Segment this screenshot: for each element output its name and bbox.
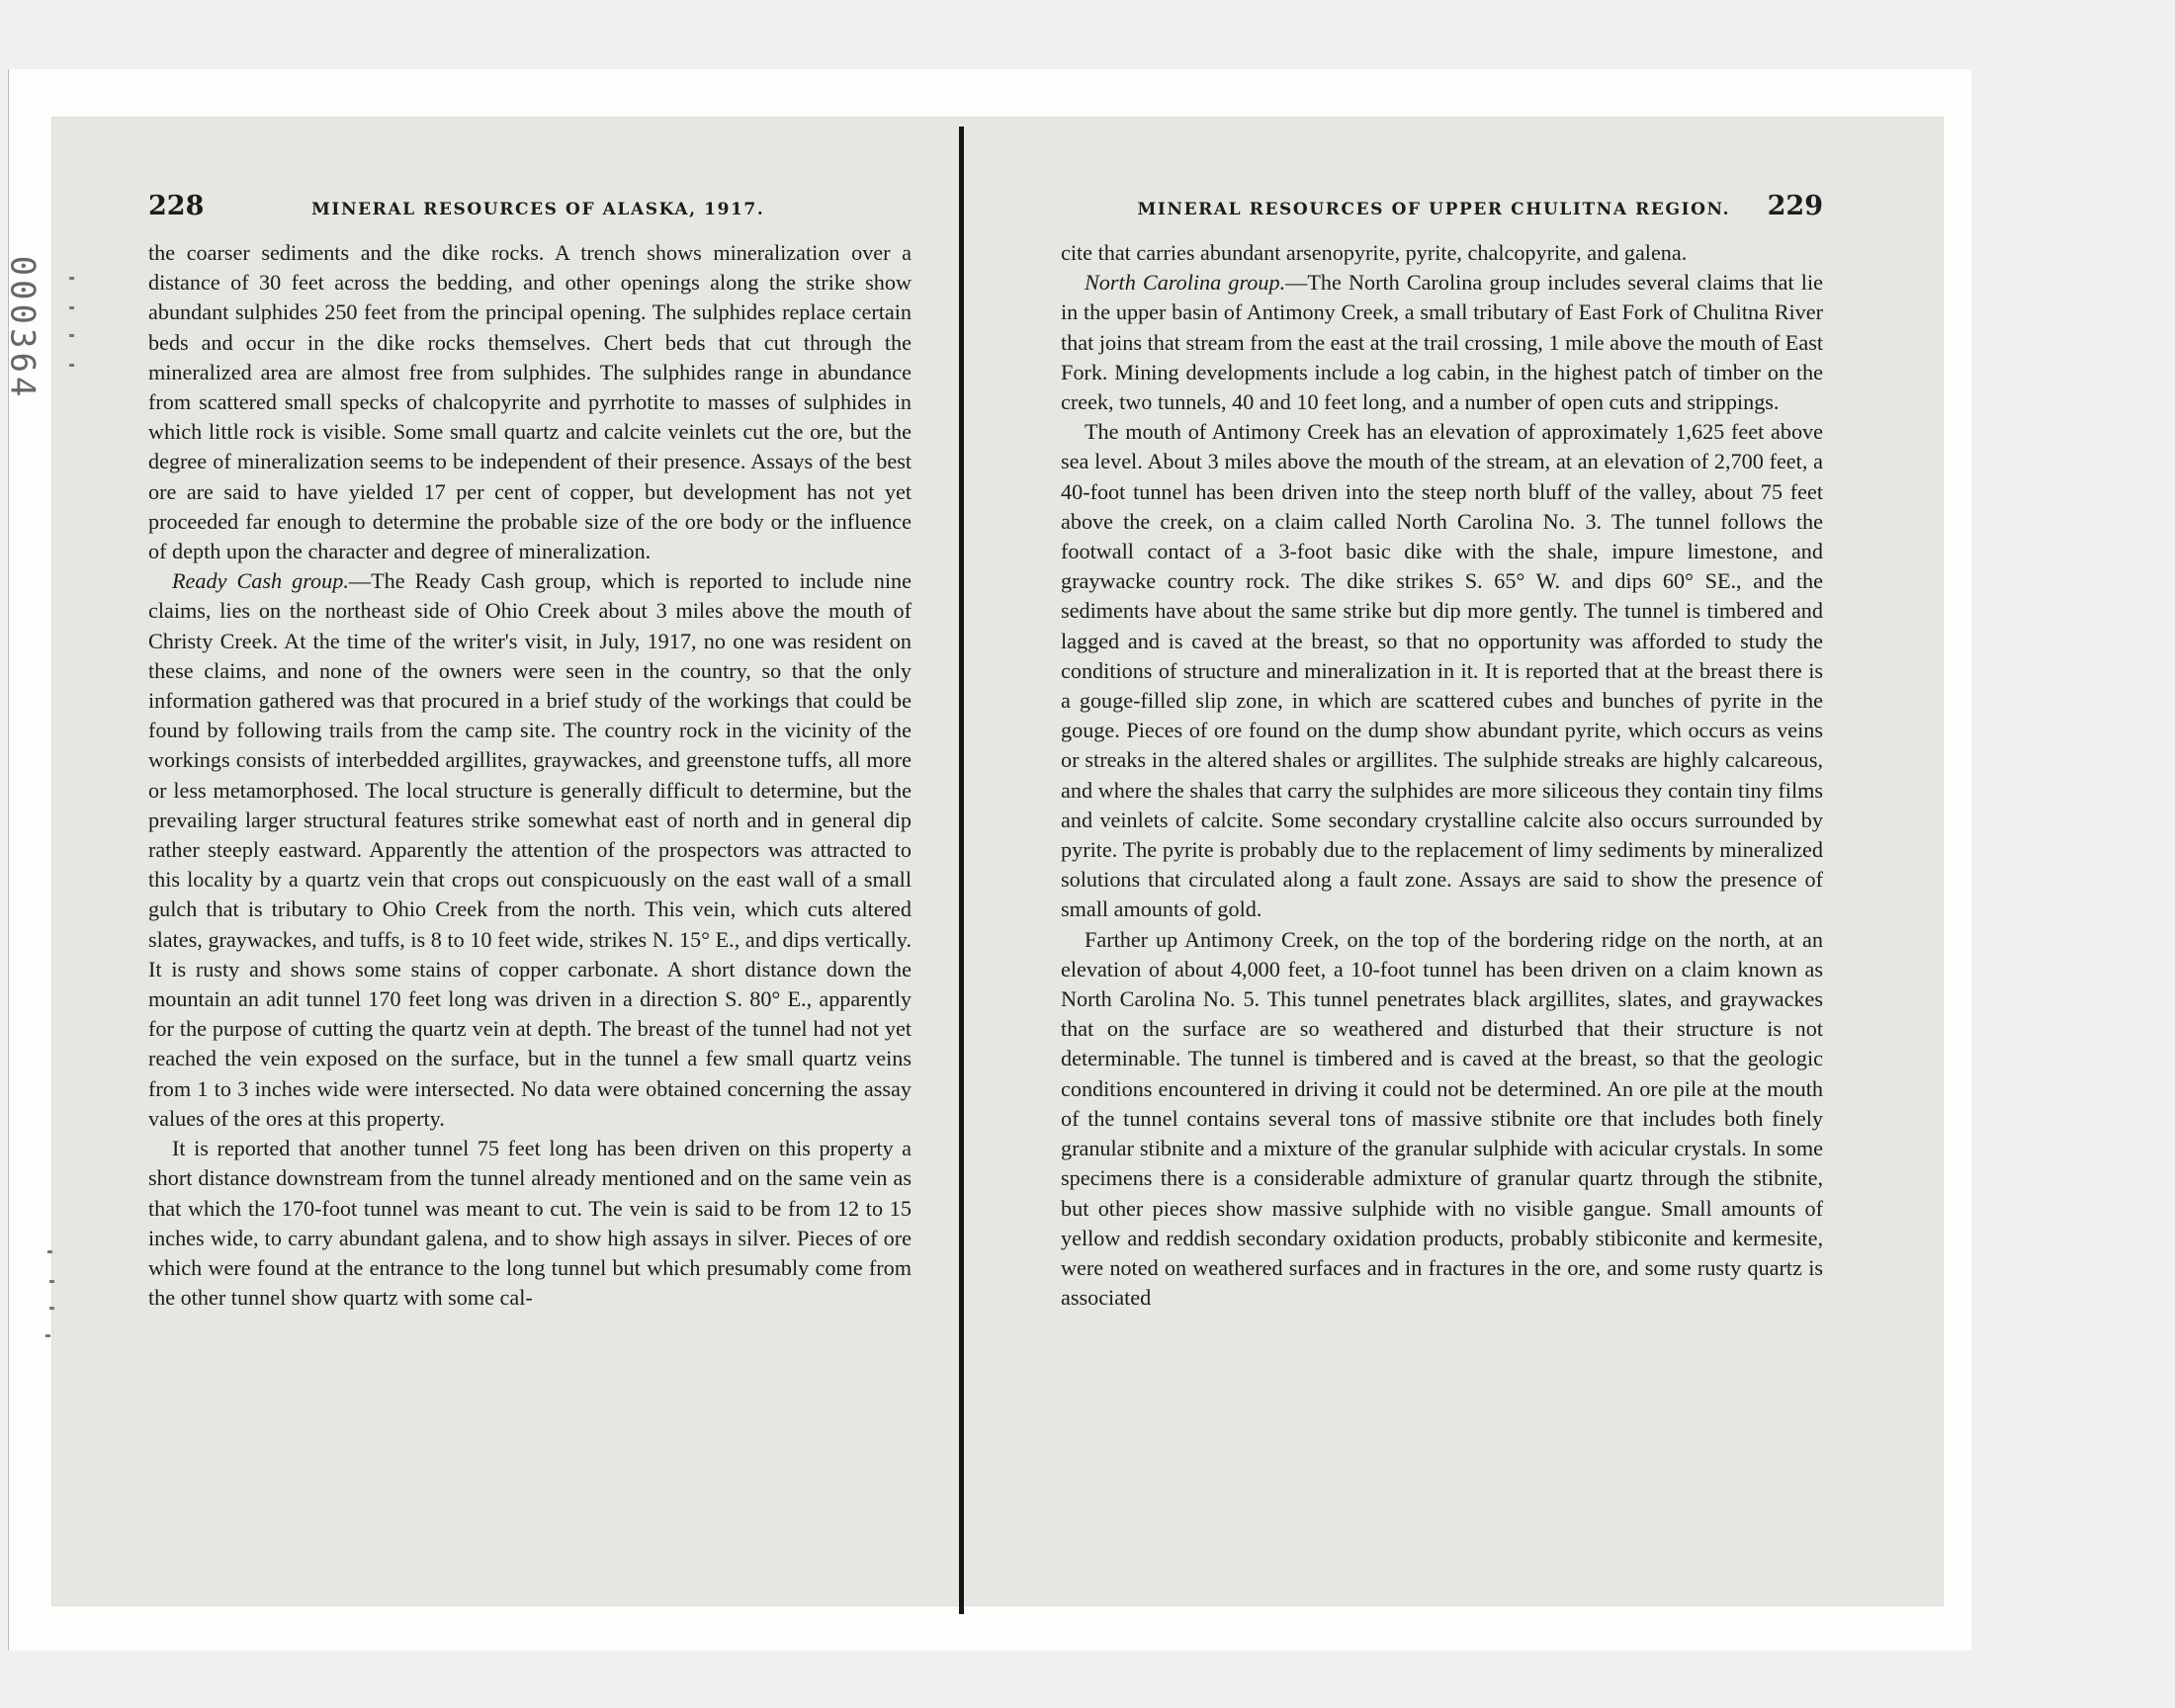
scan-speck bbox=[69, 364, 74, 367]
right-page bbox=[1061, 191, 1823, 1313]
right-running-head bbox=[1061, 191, 1823, 238]
paragraph bbox=[1061, 417, 1823, 924]
paragraph bbox=[148, 1134, 912, 1313]
book-gutter bbox=[959, 127, 964, 1614]
scan-speck bbox=[49, 1280, 54, 1283]
left-page bbox=[148, 191, 912, 1313]
running-head-title: MINERAL RESOURCES OF ALASKA, 1917. bbox=[310, 200, 765, 219]
paragraph bbox=[1061, 268, 1823, 417]
section-run-in-heading: Ready Cash group. bbox=[172, 568, 349, 594]
scan-speck bbox=[69, 334, 74, 337]
paragraph bbox=[1061, 238, 1823, 268]
scan-speck bbox=[47, 1250, 52, 1253]
stamp-number: 000364 bbox=[2, 255, 43, 401]
paragraph-text: The mouth of Antimony Creek has an elevation of approximately 1,625 feet above sea level. About 3 miles above the mouth of the stream, at an elevation of 2,700 feet, a 40-foot tunnel has been driven into the steep north bluff of the valley, about 75 feet above the creek, on a claim called North Carolina No. 3. The tunnel follows the footwall contact of a 3-foot basic dike with the shale, impure limestone, and graywacke country rock. The dike strikes S. 65° W. and dips 60° SE., and the sediments have about the same strike but dip more gently. The tunnel is timbered and lagged and is caved at the breast, so that no opportunity was afforded to study the conditions of structure and mineralization in it. It is reported that at the breast there is a gouge-filled slip zone, in which are scattered cubes and bunches of pyrite in the gouge. Pieces of ore found on the dump show abundant pyrite, which occurs as veins or streaks in the altered shales or argillites. The sulphide streaks are highly calcareous, and where the shales that carry the sulphides are more siliceous they contain tiny films and veinlets of calcite. Some secondary crystalline calcite also occurs surrounded by pyrite. The pyrite is probably due to the replacement of limy sediments by mineralized solutions that circulated along a fault zone. Assays are said to show the presence of small amounts of gold. bbox=[1061, 419, 1823, 922]
paragraph bbox=[148, 238, 912, 566]
paragraph-text: —The North Carolina group includes several claims that lie in the upper basin of Antimony Creek, a small tributary of East Fork of Chulitna River that joins that stream from the east at the trail crossing, 1 mile above the mouth of East Fork. Mining developments include a log cabin, in the highest patch of timber on the creek, two tunnels, 40 and 10 feet long, and a number of open cuts and strippings. bbox=[1061, 270, 1823, 415]
left-running-head bbox=[148, 191, 912, 238]
running-head-title: MINERAL RESOURCES OF UPPER CHULITNA REGION. bbox=[1137, 200, 1731, 219]
page-number: 228 bbox=[148, 191, 205, 221]
paragraph-text: —The Ready Cash group, which is reported to include nine claims, lies on the northeast side of Ohio Creek about 3 miles above the mouth of Christy Creek. At the time of the writer's visit, in July, 1917, no one was resident on these claims, and none of the owners were seen in the country, so that the only information gathered was that procured in a brief study of the workings that could be found by following trails from the camp site. The country rock in the vicinity of the workings consists of interbedded argillites, graywackes, and greenstone tuffs, all more or less metamorphosed. The local structure is generally difficult to determine, but the prevailing larger structural features strike somewhat east of north and in general dip rather steeply eastward. Apparently the attention of the prospectors was attracted to this locality by a quartz vein that crops out conspicuously on the east wall of a small gulch that is tributary to Ohio Creek from the north. This vein, which cuts altered slates, graywackes, and tuffs, is 8 to 10 feet wide, strikes N. 15° E., and dips vertically. It is rusty and shows some stains of copper carbonate. A short distance down the mountain an adit tunnel 170 feet long was driven in a direction S. 80° E., apparently for the purpose of cutting the quartz vein at depth. The breast of the tunnel had not yet reached the vein exposed on the surface, but in the tunnel a few small quartz veins from 1 to 3 inches wide were intersected. No data were obtained concerning the assay values of the ores at this property. bbox=[148, 568, 912, 1131]
archive-stamp bbox=[2, 229, 43, 427]
paragraph bbox=[1061, 925, 1823, 1314]
paragraph bbox=[148, 566, 912, 1134]
scan-speck bbox=[45, 1334, 50, 1337]
paragraph-text: Farther up Antimony Creek, on the top of the bordering ridge on the north, at an elevation of about 4,000 feet, a 10-foot tunnel has been driven on a claim known as North Carolina No. 5. This tunnel penetrates black argillites, slates, and graywackes that on the surface are so weathered and disturbed that their structure is not determinable. The tunnel is timbered and is caved at the breast, so that the geologic conditions encountered in driving it could not be determined. An ore pile at the mouth of the tunnel contains several tons of massive stibnite ore that includes both finely granular stibnite and a mixture of the granular sulphide with acicular crystals. In some specimens there is a considerable admixture of granular quartz through the stibnite, but other pieces show massive sulphide with no visible gangue. Small amounts of yellow and reddish secondary oxidation products, probably stibiconite and kermesite, were noted on weathered surfaces and in fractures in the ore, and some rusty quartz is associated bbox=[1061, 926, 1823, 1311]
paragraph-text: the coarser sediments and the dike rocks. A trench shows mineralization over a distance of 30 feet across the bedding, and other openings along the strike show abundant sulphides 250 feet from the principal opening. The sulphides replace certain beds and occur in the dike rocks themselves. Chert beds that cut through the mineralized area are almost free from sulphides. The sulphides range in abundance from scattered small specks of chalcopyrite and pyrrhotite to masses of sulphides in which little rock is visible. Some small quartz and calcite veinlets cut the ore, but the degree of mineralization seems to be independent of their presence. Assays of the best ore are said to have yielded 17 per cent of copper, but development has not yet proceeded far enough to determine the probable size of the ore body or the influence of depth upon the character and degree of mineralization. bbox=[148, 240, 912, 564]
page-number: 229 bbox=[1767, 191, 1823, 221]
section-run-in-heading: North Carolina group. bbox=[1085, 270, 1286, 296]
scan-speck bbox=[69, 306, 74, 309]
paragraph-text: cite that carries abundant arsenopyrite, pyrite, chalcopyrite, and galena. bbox=[1061, 240, 1688, 265]
scan-speck bbox=[49, 1307, 54, 1310]
paragraph-text: It is reported that another tunnel 75 feet long has been driven on this property a short distance downstream from the tunnel already mentioned and on the same vein as that which the 170-foot tunnel was meant to cut. The vein is said to be from 12 to 15 inches wide, to carry abundant galena, and to show high assays in silver. Pieces of ore which were found at the entrance to the long tunnel but which presumably come from the other tunnel show quartz with some cal- bbox=[148, 1136, 912, 1311]
scan-speck bbox=[69, 277, 74, 280]
